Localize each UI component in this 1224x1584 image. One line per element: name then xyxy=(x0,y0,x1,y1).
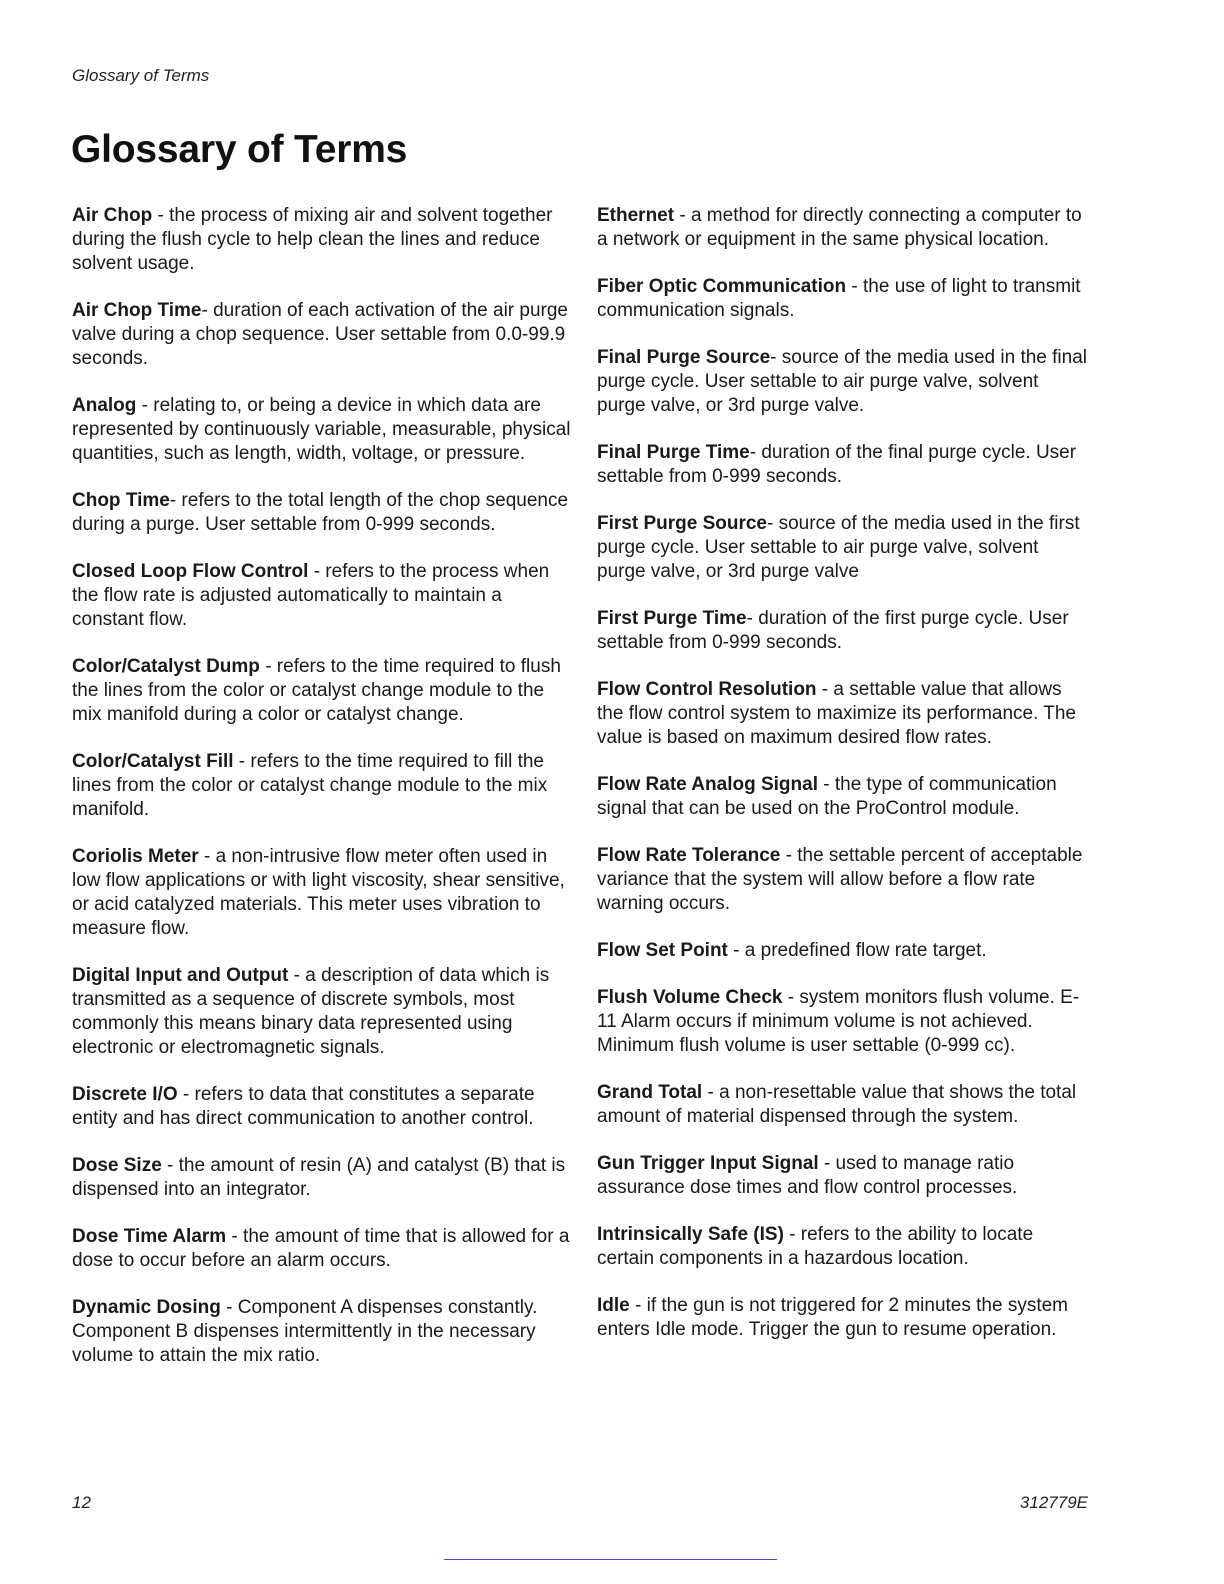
glossary-definition: - system monitors flush volume. E-11 Alarm occurs if minimum volume is not achieved. Minimum flush volume is user settable (0-999 cc). xyxy=(597,987,1080,1056)
glossary-term: Flush Volume Check xyxy=(597,987,783,1008)
glossary-term: Idle xyxy=(597,1295,630,1316)
glossary-definition: - the settable percent of acceptable variance that the system will allow before a flow rate warning occurs. xyxy=(597,845,1083,914)
glossary-definition: - the type of communication signal that can be used on the ProControl module. xyxy=(597,774,1057,819)
glossary-definition: - refers to the time required to fill the lines from the color or catalyst change module to the mix manifold. xyxy=(72,751,548,820)
glossary-entry-flush-volume-check xyxy=(597,986,1092,1058)
glossary-entry-idle xyxy=(597,1294,1092,1342)
glossary-entry-digital-input-output xyxy=(72,964,572,1060)
glossary-term: Dynamic Dosing xyxy=(72,1297,221,1318)
glossary-entry-flow-set-point xyxy=(597,939,1092,963)
glossary-definition: - duration of the final purge cycle. User settable from 0-999 seconds. xyxy=(597,442,1077,487)
glossary-left-column xyxy=(72,204,572,1391)
glossary-entry-fiber-optic-communication xyxy=(597,275,1092,323)
glossary-entry-first-purge-time xyxy=(597,607,1092,655)
glossary-term: Discrete I/O xyxy=(72,1084,178,1105)
glossary-definition: - the amount of resin (A) and catalyst (B) that is dispensed into an integrator. xyxy=(72,1155,566,1200)
glossary-term: Dose Size xyxy=(72,1155,162,1176)
page-number: 12 xyxy=(72,1493,91,1512)
glossary-entry-discrete-io xyxy=(72,1083,572,1131)
glossary-term: Intrinsically Safe (IS) xyxy=(597,1224,784,1245)
glossary-term: Chop Time xyxy=(72,490,170,511)
glossary-term: Gun Trigger Input Signal xyxy=(597,1153,819,1174)
glossary-definition: - used to manage ratio assurance dose times and flow control processes. xyxy=(597,1153,1018,1198)
glossary-term: First Purge Source xyxy=(597,513,767,534)
glossary-entry-flow-rate-analog-signal xyxy=(597,773,1092,821)
glossary-entry-air-chop xyxy=(72,204,572,276)
glossary-entry-gun-trigger-input-signal xyxy=(597,1152,1092,1200)
glossary-definition: - a method for directly connecting a computer to a network or equipment in the same physical location. xyxy=(597,205,1082,250)
glossary-term: Flow Rate Tolerance xyxy=(597,845,781,866)
glossary-definition: - a description of data which is transmitted as a sequence of discrete symbols, most commonly this means binary data represented using electronic or electromagnetic signals. xyxy=(72,965,550,1058)
glossary-term: Color/Catalyst Dump xyxy=(72,656,260,677)
glossary-definition: - duration of the first purge cycle. User settable from 0-999 seconds. xyxy=(597,608,1069,653)
glossary-entry-flow-rate-tolerance xyxy=(597,844,1092,916)
glossary-term: Fiber Optic Communication xyxy=(597,276,847,297)
glossary-term: Final Purge Time xyxy=(597,442,750,463)
glossary-term: Coriolis Meter xyxy=(72,846,199,867)
glossary-entry-intrinsically-safe xyxy=(597,1223,1092,1271)
glossary-term: Closed Loop Flow Control xyxy=(72,561,309,582)
glossary-definition: - refers to the total length of the chop sequence during a purge. User settable from 0-999 seconds. xyxy=(72,490,569,535)
glossary-definition: - refers to the time required to flush the lines from the color or catalyst change module to the mix manifold during a color or catalyst change. xyxy=(72,656,561,725)
glossary-entry-final-purge-time xyxy=(597,441,1092,489)
glossary-entry-closed-loop-flow-control xyxy=(72,560,572,632)
glossary-entry-first-purge-source xyxy=(597,512,1092,584)
glossary-term: Air Chop Time xyxy=(72,300,202,321)
running-header: Glossary of Terms xyxy=(72,66,210,85)
glossary-term: Ethernet xyxy=(597,205,675,226)
glossary-definition: - a non-resettable value that shows the total amount of material dispensed through the system. xyxy=(597,1082,1077,1127)
glossary-definition: - refers to the ability to locate certain components in a hazardous location. xyxy=(597,1224,1034,1269)
document-number: 312779E xyxy=(1019,1493,1088,1512)
glossary-term: Air Chop xyxy=(72,205,153,226)
glossary-definition: - the use of light to transmit communication signals. xyxy=(597,276,1081,321)
glossary-entry-flow-control-resolution xyxy=(597,678,1092,750)
glossary-definition: - source of the media used in the final purge cycle. User settable to air purge valve, solvent purge valve, or 3rd purge valve. xyxy=(597,347,1088,416)
glossary-definition: - a non-intrusive flow meter often used in low flow applications or with light viscosity, shear sensitive, or acid catalyzed materials. This meter uses vibration to measure flow. xyxy=(72,846,565,939)
glossary-entry-ethernet xyxy=(597,204,1092,252)
glossary-definition: - if the gun is not triggered for 2 minutes the system enters Idle mode. Trigger the gun to resume operation. xyxy=(597,1295,1068,1340)
glossary-definition: - duration of each activation of the air purge valve during a chop sequence. User settable from 0.0-99.9 seconds. xyxy=(72,300,569,369)
glossary-term: Flow Set Point xyxy=(597,940,728,961)
glossary-definition: - the process of mixing air and solvent together during the flush cycle to help clean the lines and reduce solvent usage. xyxy=(72,205,553,274)
glossary-entry-color-catalyst-fill xyxy=(72,750,572,822)
glossary-definition: - refers to the process when the flow rate is adjusted automatically to maintain a constant flow. xyxy=(72,561,550,630)
glossary-definition: - Component A dispenses constantly. Component B dispenses intermittently in the necessary volume to attain the mix ratio. xyxy=(72,1297,538,1366)
glossary-definition: - relating to, or being a device in which data are represented by continuously variable, measurable, physical quantities, such as length, width, voltage, or pressure. xyxy=(72,395,571,464)
page-title: Glossary of Terms xyxy=(71,128,408,171)
glossary-term: Color/Catalyst Fill xyxy=(72,751,234,772)
glossary-term: Dose Time Alarm xyxy=(72,1226,227,1247)
glossary-definition: - source of the media used in the first purge cycle. User settable to air purge valve, solvent purge valve, or 3rd purge valve xyxy=(597,513,1080,582)
glossary-entry-color-catalyst-dump xyxy=(72,655,572,727)
glossary-entry-chop-time xyxy=(72,489,572,537)
glossary-definition: - refers to data that constitutes a separate entity and has direct communication to another control. xyxy=(72,1084,535,1129)
glossary-entry-coriolis-meter xyxy=(72,845,572,941)
glossary-entry-dose-time-alarm xyxy=(72,1225,572,1273)
glossary-entry-dose-size xyxy=(72,1154,572,1202)
glossary-entry-grand-total xyxy=(597,1081,1092,1129)
glossary-term: Flow Control Resolution xyxy=(597,679,817,700)
glossary-term: Digital Input and Output xyxy=(72,965,289,986)
glossary-term: Grand Total xyxy=(597,1082,703,1103)
glossary-entry-dynamic-dosing xyxy=(72,1296,572,1368)
glossary-definition: - a settable value that allows the flow control system to maximize its performance. The value is based on maximum desired flow rates. xyxy=(597,679,1077,748)
glossary-entry-air-chop-time xyxy=(72,299,572,371)
glossary-entry-analog xyxy=(72,394,572,466)
glossary-term: First Purge Time xyxy=(597,608,747,629)
glossary-term: Flow Rate Analog Signal xyxy=(597,774,818,795)
glossary-definition: - a predefined flow rate target. xyxy=(727,940,987,961)
glossary-right-column xyxy=(597,204,1092,1365)
bottom-divider-line xyxy=(444,1559,777,1560)
glossary-term: Final Purge Source xyxy=(597,347,771,368)
glossary-definition: - the amount of time that is allowed for a dose to occur before an alarm occurs. xyxy=(72,1226,570,1271)
glossary-term: Analog xyxy=(72,395,137,416)
glossary-entry-final-purge-source xyxy=(597,346,1092,418)
